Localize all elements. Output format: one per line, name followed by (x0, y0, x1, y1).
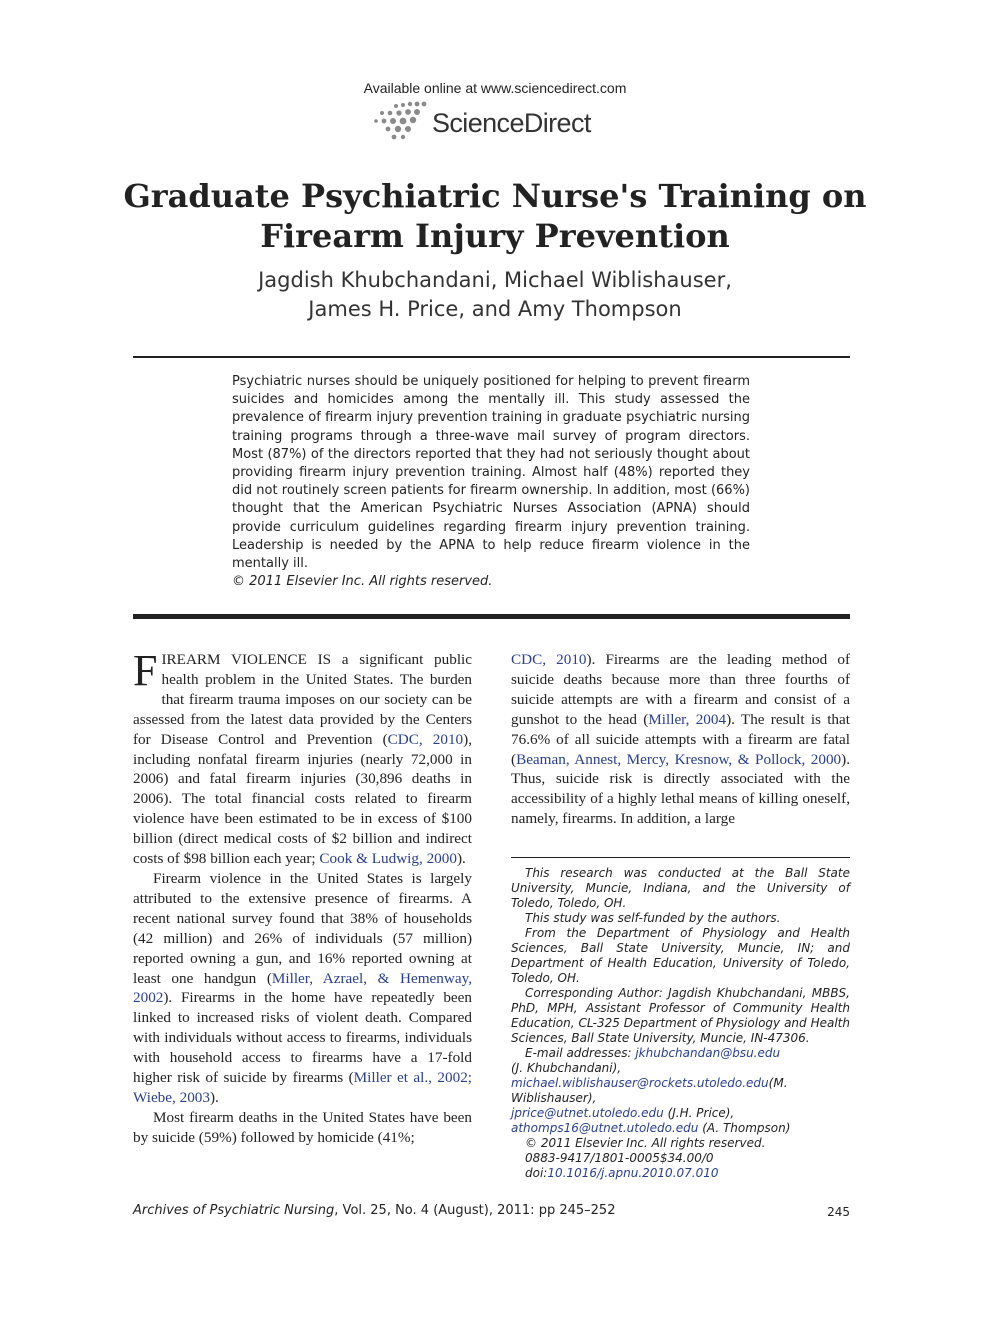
footnote-affiliations: From the Department of Physiology and Health Sciences, Ball State University, Muncie, IN; and Department of Health Education, University of Toledo, Toledo, OH. (511, 926, 850, 985)
body-text: ). (456, 850, 466, 868)
body-text: ). Thus, suicide risk is directly associated with the accessibility of a highly lethal means of killing oneself, namely, firearms. In addition, a large (511, 750, 850, 828)
footnotes (511, 866, 850, 1181)
abstract-bottom-rule (133, 614, 850, 619)
authors-line-2: James H. Price, and Amy Thompson (308, 297, 682, 321)
abstract-text: Psychiatric nurses should be uniquely positioned for helping to prevent firearm suicides and homicides among the mentally ill. This study assessed the prevalence of firearm injury prevention training in graduate psychiatric nursing training programs through a three-wave mail survey of program directors. Most (87%) of the directors reported that they had not seriously thought about providing firearm injury prevention training. Almost half (48%) reported they did not routinely screen patients for firearm ownership. In addition, most (66%) thought that the American Psychiatric Nurses Association (APNA) should provide curriculum guidelines regarding firearm injury prevention training. Leadership is needed by the APNA to help reduce firearm violence in the mentally ill. (232, 374, 750, 572)
body-text: ). Firearms are the leading method of suicide deaths because more than three fourths of suicide attempts are with a firearm and consist of a gunshot to the head ( (511, 651, 851, 728)
footnote-funding-site: This research was conducted at the Ball State University, Muncie, Indiana, and the University of Toledo, Toledo, OH. (511, 866, 850, 910)
journal-citation (133, 1203, 615, 1218)
footnote-email-line-3 (511, 1106, 850, 1121)
body-paragraph-1 (133, 646, 472, 869)
footnote-email-line-1 (511, 1046, 850, 1061)
citation-link-miller-2002-wiebe-2003[interactable]: Miller et al., 2002; Wiebe, 2003 (133, 1069, 473, 1106)
body-text: ). Firearms in the home have repeatedly been linked to increased risks of violent death. Compared with individuals without access to firearms, individuals with household access to firearms have a 17-fold higher risk of suicide by firearms ( (133, 989, 472, 1087)
body-paragraph-3 (133, 1108, 472, 1148)
email-link-wiblishauser[interactable]: michael.wiblishauser@rockets.utoledo.edu (511, 1076, 769, 1090)
email-owner-thompson: (A. Thompson) (698, 1121, 791, 1135)
email-link-price[interactable]: jprice@utnet.utoledo.edu (511, 1106, 664, 1120)
abstract-copyright: © 2011 Elsevier Inc. All rights reserved. (232, 574, 493, 590)
journal-details: , Vol. 25, No. 4 (August), 2011: pp 245–252 (334, 1203, 616, 1218)
footnote-issn: 0883-9417/1801-0005$34.00/0 (525, 1151, 714, 1165)
abstract (232, 373, 750, 591)
footnote-corresponding-author: Corresponding Author: Jagdish Khubchandani, MBBS, PhD, MPH, Assistant Professor of Community Health Education, CL-325 Department of Physiology and Health Sciences, Ball State University, Muncie, IN-47306. (511, 986, 850, 1045)
article-title (100, 176, 890, 256)
citation-link-cdc-2010[interactable]: CDC, 2010 (387, 730, 464, 748)
footnote-rule (511, 857, 850, 858)
article-authors (100, 266, 890, 324)
citation-link-miller-azrael-hemenway-2002[interactable]: Miller, Azrael, & Hemenway, 2002 (133, 969, 473, 1007)
body-paragraph-2 (133, 869, 472, 1108)
citation-link-cook-ludwig-2000[interactable]: Cook & Ludwig, 2000 (319, 850, 457, 868)
footnote-self-funded: This study was self-funded by the authors. (525, 911, 781, 925)
authors-line-1: Jagdish Khubchandani, Michael Wiblishauser, (258, 268, 732, 292)
doi-link[interactable]: 10.1016/j.apnu.2010.07.010 (547, 1166, 719, 1180)
body-text: Firearm violence in the United States is largely attributed to the extensive presence of firearms. A recent national survey found that 38% of households (42 million) and 26% of individuals (57 million) reported owning a gun, and 16% reported owning at least one handgun ( (133, 869, 472, 987)
footnote-email-line-4 (511, 1121, 850, 1136)
sciencedirect-logo-text: ScienceDirect (432, 108, 591, 138)
body-text: IREARM VIOLENCE IS a significant public health problem in the United States. The burden that firearm trauma imposes on our society can be assessed from the latest data provided by the Centers for Disease Control and Prevention ( (133, 651, 472, 748)
citation-link-beaman-2000[interactable]: Beaman, Annest, Mercy, Kresnow, & Pollock, 2000 (516, 750, 842, 768)
body-column-right (511, 650, 850, 829)
footnote-copyright: © 2011 Elsevier Inc. All rights reserved. (525, 1136, 766, 1150)
journal-name: Archives of Psychiatric Nursing (133, 1203, 335, 1218)
email-owner-khubchandani: (J. Khubchandani), (511, 1061, 622, 1075)
email-label: E-mail addresses: (525, 1046, 636, 1060)
email-link-thompson[interactable]: athomps16@utnet.utoledo.edu (511, 1121, 699, 1135)
doi-label: doi: (525, 1166, 548, 1180)
body-paragraph-3-continued (511, 650, 850, 829)
body-text: ), including nonfatal firearm injuries (nearly 72,000 in 2006) and fatal firearm injuries (30,896 deaths in 2006). The total financial costs related to firearm violence have been estimated to be in excess of $100 billion (direct medical costs of $2 billion and indirect costs of $98 billion each year; (133, 730, 472, 868)
body-column-left (133, 646, 473, 1148)
drop-cap: F (133, 646, 158, 695)
email-owner-wiblishauser: (M. Wiblishauser), (511, 1076, 788, 1105)
abstract-top-rule (133, 356, 850, 358)
title-line-1: Graduate Psychiatric Nurse's Training on (123, 177, 867, 215)
email-owner-price: (J.H. Price), (663, 1106, 735, 1120)
citation-link-miller-2004[interactable]: Miller, 2004 (648, 710, 727, 728)
title-line-2: Firearm Injury Prevention (260, 217, 730, 255)
body-text: Most firearm deaths in the United States have been by suicide (59%) followed by homicide (41%; (133, 1108, 472, 1146)
email-link-khubchandani[interactable]: jkhubchandan@bsu.edu (635, 1046, 781, 1060)
available-online-text: Available online at www.sciencedirect.com (363, 80, 627, 96)
citation-link-cdc-2010[interactable]: CDC, 2010 (511, 651, 587, 668)
footnote-doi-line (511, 1166, 850, 1181)
sciencedirect-dots-icon (370, 100, 432, 144)
page-number: 245 (827, 1205, 850, 1219)
body-text: ). (210, 1088, 219, 1106)
sciencedirect-logo[interactable] (370, 100, 620, 144)
footnote-email-line-2 (511, 1076, 850, 1106)
body-text: ). The result is that 76.6% of all suicide attempts with a firearm are fatal ( (511, 710, 850, 768)
